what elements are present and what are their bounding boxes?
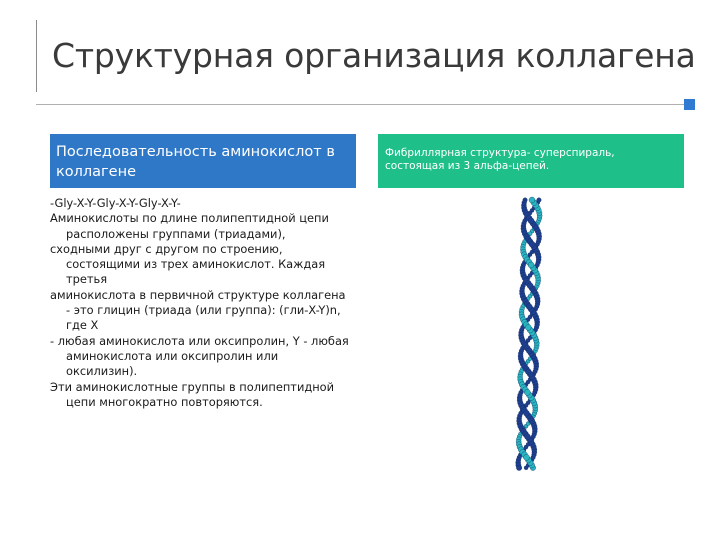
helix-bead: [525, 324, 531, 330]
right-column-header: Фибриллярная структура- суперспираль, состоящая из 3 альфа-цепей.: [378, 134, 684, 188]
decor-vertical-rule: [36, 20, 37, 92]
helix-bead: [523, 410, 529, 416]
body-paragraph: сходными друг с другом по строению, состоящими из трех аминокислот. Каждая третья: [50, 241, 326, 287]
body-paragraph: -Gly-X-Y-Gly-X-Y-Gly-X-Y-: [50, 196, 181, 210]
helix-bead: [528, 218, 534, 224]
slide-title: Структурная организация коллагена: [52, 36, 696, 75]
decor-horizontal-rule: [36, 104, 684, 105]
body-paragraph: Аминокислоты по длине полипептидной цепи расположены группами (триадами),: [50, 211, 329, 241]
helix-bead: [524, 389, 530, 395]
body-paragraph: аминокислота в первичной структуре коллагена - это глицин (триада (или группа): (гли-X-Y)n, где X: [50, 287, 346, 333]
helix-bead: [524, 434, 530, 440]
helix-bead: [537, 198, 542, 203]
helix-bead: [525, 369, 531, 375]
helix-bead: [528, 262, 534, 268]
helix-bead: [516, 465, 522, 471]
helix-bead: [526, 348, 532, 354]
helix-bead: [526, 304, 532, 310]
left-column-header: Последовательность аминокислот в коллагене: [50, 134, 356, 188]
helix-bead: [529, 197, 535, 203]
body-paragraph: - любая аминокислота или оксипролин, Y - любая аминокислота или оксипролин или оксилизин).: [50, 333, 349, 379]
decor-square-icon: [684, 99, 695, 110]
body-paragraph: Эти аминокислотные группы в полипептидной цепи многократно повторяются.: [50, 379, 335, 409]
collagen-triple-helix-icon: [506, 196, 554, 476]
left-column-body: [50, 196, 350, 410]
helix-bead: [527, 283, 533, 289]
helix-bead: [529, 241, 535, 247]
helix-bead: [523, 454, 529, 460]
